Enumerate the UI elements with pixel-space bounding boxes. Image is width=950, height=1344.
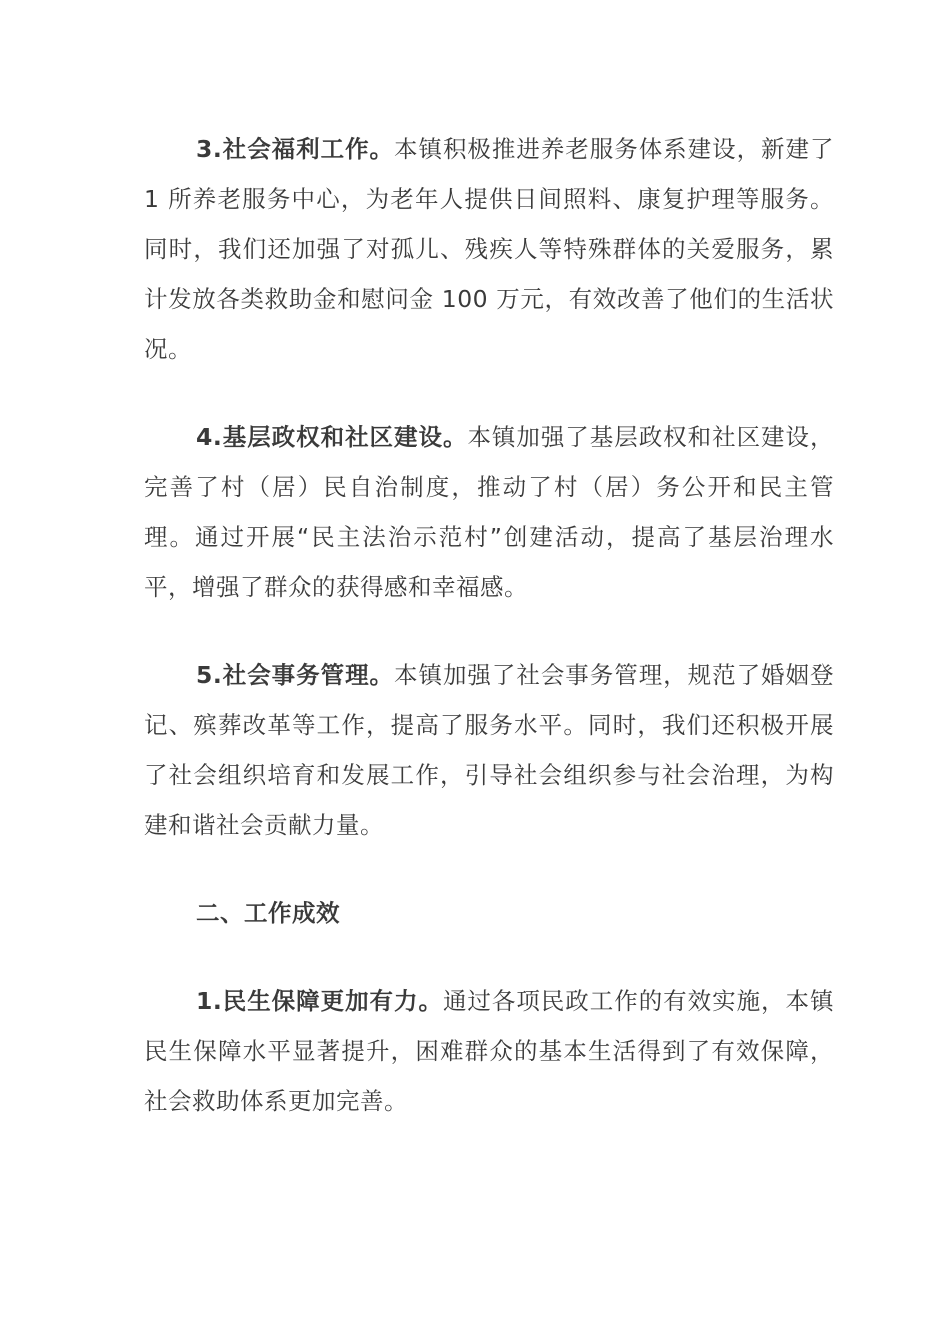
paragraph-body: 通过各项民政工作的有效实施，本镇民生保障水平显著提升，困难群众的基本生活得到了有效保障，社会救助体系更加完善。 <box>144 987 834 1115</box>
paragraph-livelihood <box>144 976 834 1126</box>
paragraph-lead: 3.社会福利工作。 <box>196 135 395 163</box>
paragraph-lead: 1.民生保障更加有力。 <box>196 987 443 1015</box>
paragraph-grassroots <box>144 412 834 612</box>
paragraph-lead: 4.基层政权和社区建设。 <box>196 423 468 451</box>
paragraph-social-affairs <box>144 650 834 850</box>
paragraph-body: 本镇加强了基层政权和社区建设，完善了村（居）民自治制度，推动了村（居）务公开和民主管理。通过开展“民主法治示范村”创建活动，提高了基层治理水平，增强了群众的获得感和幸福感。 <box>144 423 834 601</box>
paragraph-body: 本镇积极推进养老服务体系建设，新建了 1 所养老服务中心，为老年人提供日间照料、康复护理等服务。同时，我们还加强了对孤儿、残疾人等特殊群体的关爱服务，累计发放各类救助金和慰问金 100 万元，有效改善了他们的生活状况。 <box>144 135 834 363</box>
paragraph-lead: 5.社会事务管理。 <box>196 661 395 689</box>
paragraph-body: 本镇加强了社会事务管理，规范了婚姻登记、殡葬改革等工作，提高了服务水平。同时，我们还积极开展了社会组织培育和发展工作，引导社会组织参与社会治理，为构建和谐社会贡献力量。 <box>144 661 834 839</box>
section-heading: 二、工作成效 <box>196 899 340 927</box>
paragraph-social-welfare <box>144 124 834 374</box>
document-page <box>144 124 834 1164</box>
